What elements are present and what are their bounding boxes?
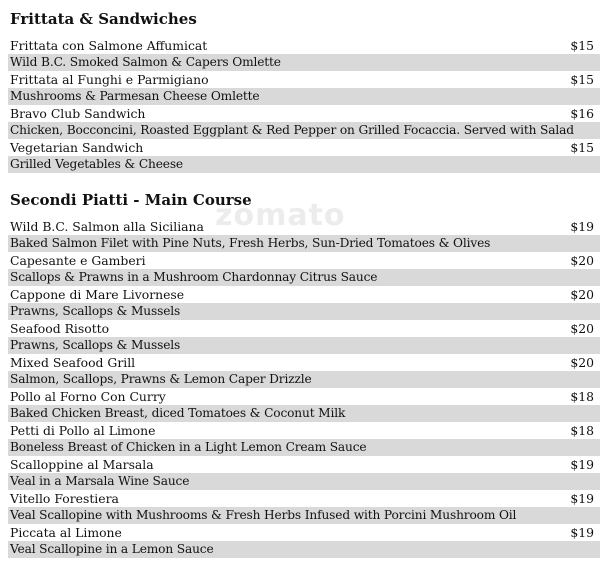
item-description-row — [8, 439, 600, 456]
item-description-row — [8, 54, 600, 71]
item-description-row — [8, 541, 600, 558]
menu-item — [8, 388, 600, 405]
menu-item — [8, 218, 600, 235]
item-price: $20 — [570, 253, 594, 268]
menu-item — [8, 252, 600, 269]
item-name: Mixed Seafood Grill — [10, 355, 136, 370]
item-description: Veal Scallopine in a Lemon Sauce — [10, 542, 214, 556]
item-price: $19 — [570, 491, 594, 506]
item-description-row — [8, 337, 600, 354]
item-price: $15 — [570, 72, 594, 87]
item-description: Baked Salmon Filet with Pine Nuts, Fresh Herbs, Sun-Dried Tomatoes & Olives — [10, 236, 491, 250]
item-description: Grilled Vegetables & Cheese — [10, 157, 183, 171]
item-description-row — [8, 371, 600, 388]
item-description-row — [8, 88, 600, 105]
item-price: $18 — [570, 389, 594, 404]
item-price: $20 — [570, 321, 594, 336]
item-price: $19 — [570, 457, 594, 472]
menu-item — [8, 37, 600, 54]
item-description: Salmon, Scallops, Prawns & Lemon Caper Drizzle — [10, 372, 312, 386]
item-price: $15 — [570, 140, 594, 155]
item-description: Boneless Breast of Chicken in a Light Lemon Cream Sauce — [10, 440, 367, 454]
item-description: Veal Scallopine with Mushrooms & Fresh Herbs Infused with Porcini Mushroom Oil — [10, 508, 517, 522]
item-description: Scallops & Prawns in a Mushroom Chardonnay Citrus Sauce — [10, 270, 378, 284]
item-name: Frittata al Funghi e Parmigiano — [10, 72, 209, 87]
item-description: Prawns, Scallops & Mussels — [10, 338, 181, 352]
item-description-row — [8, 235, 600, 252]
section-title-frittata-sandwiches: Frittata & Sandwiches — [10, 10, 197, 28]
menu-item — [8, 354, 600, 371]
item-description-row — [8, 405, 600, 422]
item-description-row — [8, 303, 600, 320]
menu-item — [8, 286, 600, 303]
item-description: Baked Chicken Breast, diced Tomatoes & Coconut Milk — [10, 406, 346, 420]
watermark: zomato — [215, 198, 346, 233]
item-name: Bravo Club Sandwich — [10, 106, 146, 121]
item-name: Pollo al Forno Con Curry — [10, 389, 166, 404]
item-description-row — [8, 473, 600, 490]
item-price: $20 — [570, 287, 594, 302]
item-price: $20 — [570, 355, 594, 370]
item-description-row — [8, 507, 600, 524]
item-description: Mushrooms & Parmesan Cheese Omlette — [10, 89, 260, 103]
item-name: Cappone di Mare Livornese — [10, 287, 185, 302]
section-title-main-course: Secondi Piatti - Main Course — [10, 191, 252, 209]
item-name: Frittata con Salmone Affumicat — [10, 38, 208, 53]
item-name: Scalloppine al Marsala — [10, 457, 154, 472]
item-price: $15 — [570, 38, 594, 53]
item-name: Petti di Pollo al Limone — [10, 423, 156, 438]
item-description: Prawns, Scallops & Mussels — [10, 304, 181, 318]
item-name: Capesante e Gamberi — [10, 253, 146, 268]
item-description-row — [8, 156, 600, 173]
item-price: $19 — [570, 219, 594, 234]
item-price: $19 — [570, 525, 594, 540]
menu-item — [8, 456, 600, 473]
menu-item — [8, 139, 600, 156]
item-name: Vitello Forestiera — [10, 491, 119, 506]
item-name: Wild B.C. Salmon alla Siciliana — [10, 219, 204, 234]
menu-item — [8, 320, 600, 337]
item-description: Veal in a Marsala Wine Sauce — [10, 474, 190, 488]
menu-item — [8, 422, 600, 439]
item-description: Wild B.C. Smoked Salmon & Capers Omlette — [10, 55, 281, 69]
item-description-row — [8, 269, 600, 286]
item-description-row — [8, 122, 600, 139]
item-price: $16 — [570, 106, 594, 121]
menu-item — [8, 524, 600, 541]
item-name: Piccata al Limone — [10, 525, 122, 540]
item-description: Chicken, Bocconcini, Roasted Eggplant & Red Pepper on Grilled Focaccia. Served with Salad — [10, 123, 574, 137]
item-name: Vegetarian Sandwich — [10, 140, 144, 155]
menu-item — [8, 71, 600, 88]
menu-item — [8, 490, 600, 507]
item-name: Seafood Risotto — [10, 321, 110, 336]
menu-item — [8, 105, 600, 122]
item-price: $18 — [570, 423, 594, 438]
